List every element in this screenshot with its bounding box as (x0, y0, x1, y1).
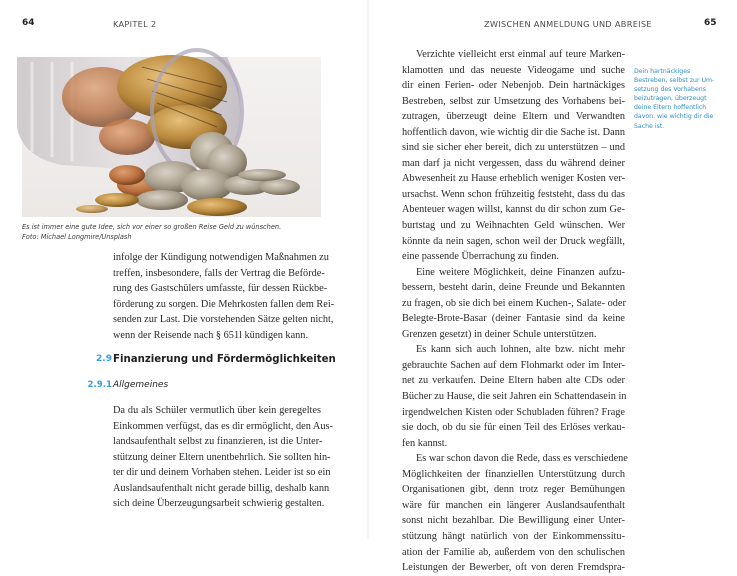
figure-caption (22, 222, 342, 242)
text-line: Auslandsaufenthalt nicht gerade billig, deshalb kann (113, 482, 330, 494)
text-line: förderung zu sorgen. Die Mehrkosten fallen dem Rei- (113, 298, 335, 310)
text-line: wenn der Reisende nach § 651l kündigen kann. (113, 329, 309, 341)
main-text-column (402, 47, 628, 576)
text-line: Es kann sich auch lohnen, alte bzw. nicht mehr (416, 344, 625, 356)
text-line: sie doch, ob du sie für einen Teil des Erlöses verkau- (402, 422, 625, 434)
subsection-title: Allgemeines (113, 380, 169, 390)
text-line: infolge der Kündigung notwendigen Maßnahmen zu (113, 252, 329, 263)
text-line: zutragen, überzeugt deine Eltern und Verwandten (402, 111, 625, 123)
text-line: Belegte-Brote-Basar (deiner Fantasie sind da keine (402, 313, 625, 325)
text-line: stützung hängt natürlich von der Einkommenssitu- (402, 530, 625, 542)
running-head: ZWISCHEN ANMELDUNG UND ABREISE (484, 19, 652, 29)
margin-note (634, 67, 726, 131)
text-line: stützung deiner Eltern unentbehrlich. Sie sollten hin- (113, 451, 331, 463)
text-line: sonst nicht bezahlbar. Die Bewilligung einer Unter- (402, 515, 625, 527)
text-line: senden zur Last. Die vorstehenden Sätze gelten nicht, (113, 314, 334, 326)
text-line: fen kannst. (402, 437, 448, 449)
section-title: Finanzierung und Fördermöglichkeiten (113, 354, 336, 365)
page-number: 65 (704, 18, 717, 28)
text-line: Bestreben, selbst zur Umsetzung des Vorhabens bei- (402, 95, 625, 107)
text-line: treffen, insbesondere, falls der Vertrag die Beförde- (113, 267, 325, 279)
page-number: 64 (22, 18, 35, 28)
subsection-number: 2.9.1 (87, 380, 112, 390)
margin-note-line: beizutragen, überzeugt (634, 95, 707, 103)
subsection-heading (0, 380, 169, 390)
text-line: net zu verkaufen. Deine Eltern haben alte CDs oder (402, 375, 625, 387)
section-heading (0, 354, 336, 365)
text-line: ter dir und deinem Vorhaben stehen. Leider ist so ein (113, 467, 331, 479)
text-line: Leistungen der Bewerber, oft von deren Fremdspra- (402, 562, 625, 574)
text-line: eine passende Überrachung zu finden. (402, 251, 559, 263)
text-line: sind sie sicher eher bereit, dich zu unterstützen – und (402, 142, 625, 154)
text-line: sich deine Überzeugungsarbeit schwierig gestalten. (113, 498, 325, 510)
text-line: Abenteuer wagen willst, kannst du dir schon zum Ge- (402, 204, 625, 216)
text-line: Abwesenheit zu Hause erheblich weniger Kosten ver- (402, 173, 625, 185)
margin-note-line: deine Eltern hoffentlich (634, 104, 707, 112)
text-line: burtstag und zu Weihnachten Geld wünschen. Wer (402, 220, 625, 232)
text-line: Eine weitere Möglichkeit, deine Finanzen aufzu- (416, 266, 625, 278)
margin-note-line: setzung des Vorhabens (634, 86, 706, 94)
margin-note-line: Bestreben, selbst zur Um- (634, 77, 715, 85)
text-line: irgendwelchen Kisten oder Schubladen führen? Frage (402, 406, 625, 418)
text-line: landsaufenthalt selbst zu finanzieren, ist die Unter- (113, 436, 323, 448)
text-line: man darf ja nicht vergessen, dass du während deiner (402, 157, 625, 169)
photo-credit: Foto: Michael Longmire/Unsplash (22, 233, 132, 241)
caption-text: Es ist immer eine gute Idee, sich vor einer so großen Reise Geld zu wünschen. (22, 223, 282, 231)
margin-note-line: Dein hartnäckiges (634, 68, 691, 75)
margin-note-line: Sache ist. (634, 122, 665, 130)
text-line: klamotten und das neueste Videogame und suche (402, 64, 625, 76)
text-line: rung des Gastschülers umfasste, für dessen Rückbe- (113, 283, 328, 295)
text-line: hoffentlich davon, wie wichtig dir die Sache ist. Dann (402, 126, 625, 138)
text-line: Grenzen gesetzt) in deiner Schule unterstützen. (402, 328, 597, 340)
margin-note-line: davon, wie wichtig dir die (634, 113, 714, 121)
coin-jar-photo (22, 57, 321, 217)
text-line: Es war schon davon die Rede, dass es verschiedene (416, 453, 628, 465)
right-page (368, 0, 737, 574)
text-line: dir einen Ferien- oder Nebenjob. Dein hartnäckiges (402, 80, 625, 92)
text-line: ation der Familie ab, außerdem von den schulischen (402, 546, 625, 558)
text-line: Bücher zu Hause, die seit Jahren ein Schattendasein in (402, 391, 627, 403)
left-page (0, 0, 368, 539)
subsection-paragraph (113, 403, 333, 512)
continued-paragraph (113, 250, 335, 343)
text-line: bessern, besteht darin, deine Freunde und Bekannten (402, 282, 625, 294)
text-line: Verzichte vielleicht erst einmal auf teure Marken- (416, 49, 625, 60)
text-line: gebrauchte Sachen auf dem Flohmarkt oder im Inter- (402, 359, 625, 371)
text-line: zu fragen, ob sie dich bei einem Kuchen-, Salate- oder (402, 297, 626, 309)
text-line: Einkommen verfügst, das es dir ermöglicht, den Aus- (113, 420, 333, 432)
text-line: Organisationen gibt, denn trotz reger Bemühungen (402, 484, 625, 496)
text-line: Da du als Schüler vermutlich über kein geregeltes (113, 405, 321, 416)
text-line: ursachst. Wenn schon frühzeitig feststeht, dass du das (402, 188, 625, 200)
text-line: Möglichkeiten der finanziellen Unterstützung durch (402, 468, 625, 480)
section-number: 2.9 (96, 354, 112, 364)
text-line: könnte da nein sagen, schon weil der Druck wegfällt, (402, 235, 625, 247)
text-line: wäre für manchen ein längerer Auslandsaufenthalt (402, 499, 625, 511)
running-head: KAPITEL 2 (113, 19, 157, 29)
